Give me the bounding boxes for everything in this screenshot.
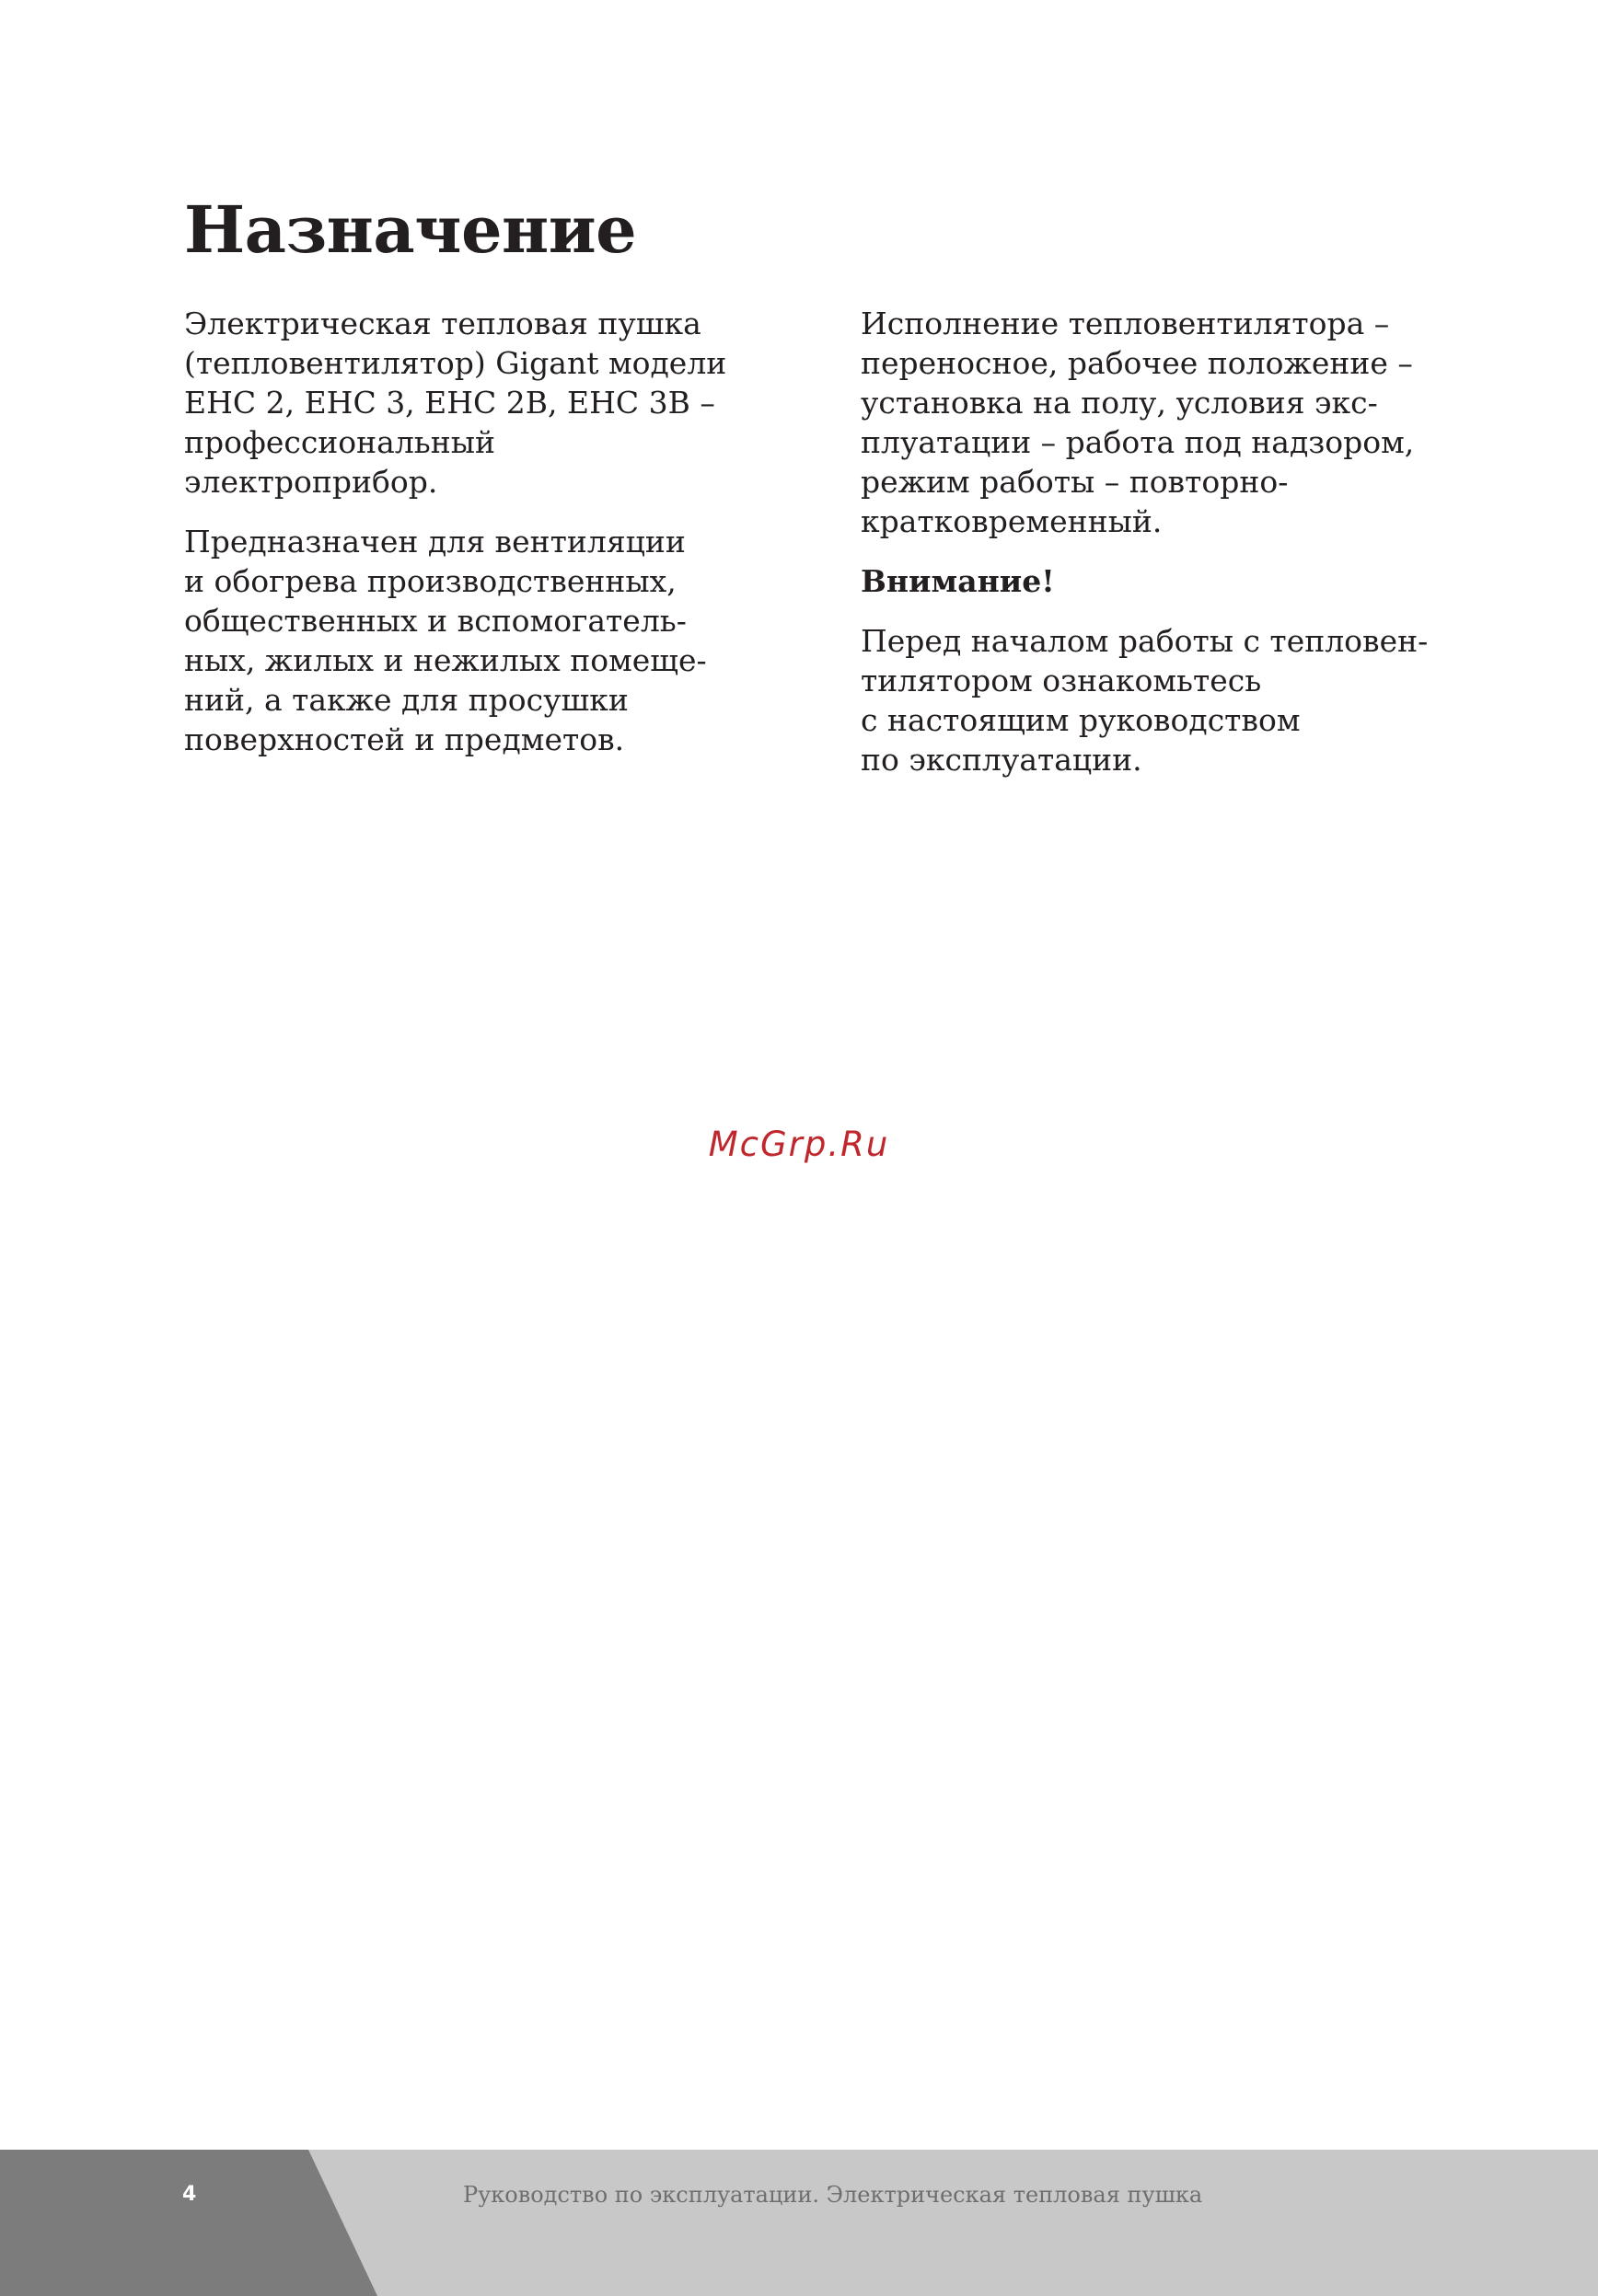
right-column [861,304,1487,800]
design-paragraph: Исполнение тепловентилятора – переносное, рабочее положение – установка на полу, условия экс- плуатации – работа под надзором, режим работы – повторно- кратковременный. [861,306,1415,539]
page-footer [0,2150,1598,2296]
warning-title: Внимание! [861,563,1055,599]
footer-page-tab [0,2150,377,2296]
intro-paragraph: Электрическая тепловая пушка (тепловентилятор) Gigant модели EHC 2, EHC 3, EHC 2B, EHC 3B – профессиональный электроприбор. [184,306,727,500]
page-number: 4 [182,2183,197,2206]
watermark: McGrp.Ru [708,1125,890,1164]
warning-text: Перед началом работы с тепловен- тилятором ознакомьтесь с настоящим руководством по эксплуатации. [861,623,1429,778]
left-column [184,304,782,779]
footer-document-title: Руководство по эксплуатации. Электрическая тепловая пушка [463,2182,1203,2208]
page-title: Назначение [184,191,637,268]
purpose-paragraph: Предназначен для вентиляции и обогрева производственных, общественных и вспомогатель- ных, жилых и нежилых помеще- ний, а также для просушки поверхностей и предметов. [184,524,707,757]
